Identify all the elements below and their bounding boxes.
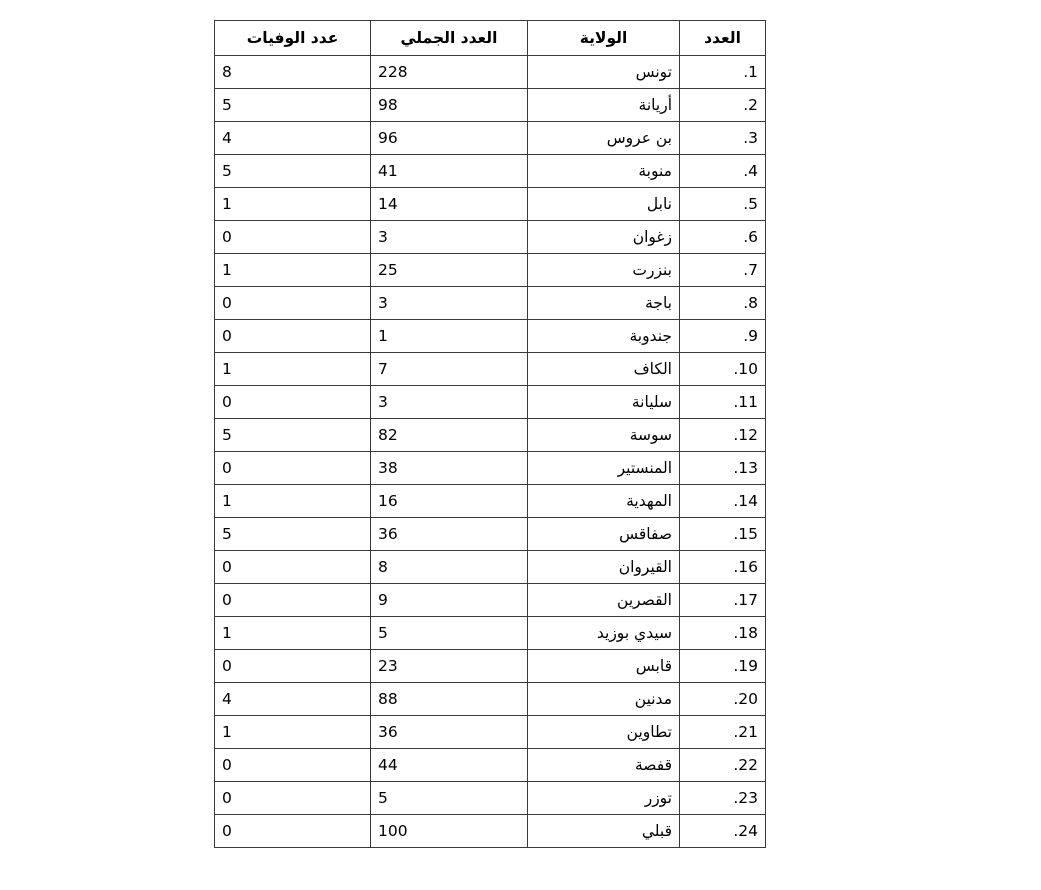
- cell-governorate: القيروان: [528, 551, 680, 584]
- table-row: [215, 815, 766, 848]
- table-row: [215, 122, 766, 155]
- cell-governorate: قبلي: [528, 815, 680, 848]
- cell-governorate: المهدية: [528, 485, 680, 518]
- cell-total: 9: [371, 584, 528, 617]
- cell-deaths: 1: [215, 485, 371, 518]
- table-body: [215, 56, 766, 848]
- cell-total: 96: [371, 122, 528, 155]
- cell-total: 44: [371, 749, 528, 782]
- cell-governorate: المنستير: [528, 452, 680, 485]
- cell-governorate: بنزرت: [528, 254, 680, 287]
- cell-governorate: الكاف: [528, 353, 680, 386]
- cell-index: 20.: [680, 683, 766, 716]
- cell-governorate: سوسة: [528, 419, 680, 452]
- table-row: [215, 56, 766, 89]
- table-row: [215, 188, 766, 221]
- table-row: [215, 650, 766, 683]
- cell-index: 23.: [680, 782, 766, 815]
- table-header: [215, 21, 766, 56]
- cell-index: 10.: [680, 353, 766, 386]
- cell-deaths: 4: [215, 122, 371, 155]
- cell-index: 9.: [680, 320, 766, 353]
- table-row: [215, 782, 766, 815]
- table-row: [215, 749, 766, 782]
- cell-governorate: تونس: [528, 56, 680, 89]
- table-row: [215, 320, 766, 353]
- governorate-cases-table: [214, 20, 766, 848]
- cell-total: 82: [371, 419, 528, 452]
- table-row: [215, 518, 766, 551]
- table-row: [215, 716, 766, 749]
- cell-deaths: 0: [215, 287, 371, 320]
- cell-deaths: 8: [215, 56, 371, 89]
- cell-index: 21.: [680, 716, 766, 749]
- cell-total: 3: [371, 221, 528, 254]
- cell-total: 100: [371, 815, 528, 848]
- cell-deaths: 1: [215, 716, 371, 749]
- cell-total: 3: [371, 386, 528, 419]
- cell-index: 4.: [680, 155, 766, 188]
- header-deaths: عدد الوفيات: [215, 21, 371, 56]
- cell-index: 17.: [680, 584, 766, 617]
- cell-governorate: منوبة: [528, 155, 680, 188]
- cell-index: 2.: [680, 89, 766, 122]
- cell-index: 24.: [680, 815, 766, 848]
- cell-index: 7.: [680, 254, 766, 287]
- cell-total: 88: [371, 683, 528, 716]
- cell-governorate: نابل: [528, 188, 680, 221]
- cell-total: 14: [371, 188, 528, 221]
- cell-governorate: القصرين: [528, 584, 680, 617]
- cell-index: 8.: [680, 287, 766, 320]
- cell-index: 3.: [680, 122, 766, 155]
- cell-deaths: 0: [215, 749, 371, 782]
- cell-deaths: 0: [215, 551, 371, 584]
- cell-index: 22.: [680, 749, 766, 782]
- cell-deaths: 5: [215, 155, 371, 188]
- cell-total: 16: [371, 485, 528, 518]
- table-row: [215, 89, 766, 122]
- cell-governorate: مدنين: [528, 683, 680, 716]
- cell-total: 7: [371, 353, 528, 386]
- cell-total: 38: [371, 452, 528, 485]
- cell-total: 5: [371, 782, 528, 815]
- table-row: [215, 452, 766, 485]
- cell-index: 14.: [680, 485, 766, 518]
- cell-total: 3: [371, 287, 528, 320]
- cell-deaths: 4: [215, 683, 371, 716]
- cell-index: 15.: [680, 518, 766, 551]
- cell-index: 6.: [680, 221, 766, 254]
- cell-total: 23: [371, 650, 528, 683]
- table-row: [215, 551, 766, 584]
- table-row: [215, 419, 766, 452]
- header-row: [215, 21, 766, 56]
- cell-total: 1: [371, 320, 528, 353]
- cell-deaths: 1: [215, 353, 371, 386]
- header-governorate: الولاية: [528, 21, 680, 56]
- cell-governorate: جندوبة: [528, 320, 680, 353]
- cell-governorate: تطاوين: [528, 716, 680, 749]
- cell-governorate: سليانة: [528, 386, 680, 419]
- cell-deaths: 5: [215, 419, 371, 452]
- cell-governorate: قابس: [528, 650, 680, 683]
- table-row: [215, 386, 766, 419]
- table-row: [215, 353, 766, 386]
- cell-governorate: زغوان: [528, 221, 680, 254]
- cell-deaths: 1: [215, 188, 371, 221]
- cell-deaths: 0: [215, 386, 371, 419]
- header-total: العدد الجملي: [371, 21, 528, 56]
- table-row: [215, 155, 766, 188]
- cell-index: 16.: [680, 551, 766, 584]
- cell-governorate: قفصة: [528, 749, 680, 782]
- cell-index: 11.: [680, 386, 766, 419]
- cell-total: 228: [371, 56, 528, 89]
- cell-governorate: باجة: [528, 287, 680, 320]
- cell-deaths: 1: [215, 254, 371, 287]
- cell-governorate: بن عروس: [528, 122, 680, 155]
- cell-index: 19.: [680, 650, 766, 683]
- cell-governorate: توزر: [528, 782, 680, 815]
- cell-governorate: صفاقس: [528, 518, 680, 551]
- cell-deaths: 0: [215, 320, 371, 353]
- cell-deaths: 1: [215, 617, 371, 650]
- cell-deaths: 0: [215, 650, 371, 683]
- cell-total: 5: [371, 617, 528, 650]
- cell-deaths: 0: [215, 221, 371, 254]
- header-index: العدد: [680, 21, 766, 56]
- cell-total: 36: [371, 518, 528, 551]
- cell-governorate: سيدي بوزيد: [528, 617, 680, 650]
- table-row: [215, 584, 766, 617]
- cell-total: 25: [371, 254, 528, 287]
- cell-total: 36: [371, 716, 528, 749]
- cell-total: 8: [371, 551, 528, 584]
- cell-index: 5.: [680, 188, 766, 221]
- table-row: [215, 254, 766, 287]
- cell-total: 98: [371, 89, 528, 122]
- cell-deaths: 0: [215, 815, 371, 848]
- table-row: [215, 287, 766, 320]
- cell-governorate: أريانة: [528, 89, 680, 122]
- cell-deaths: 0: [215, 584, 371, 617]
- cell-deaths: 5: [215, 89, 371, 122]
- table-row: [215, 221, 766, 254]
- cell-index: 1.: [680, 56, 766, 89]
- table-row: [215, 617, 766, 650]
- table-row: [215, 485, 766, 518]
- cell-deaths: 0: [215, 452, 371, 485]
- cell-total: 41: [371, 155, 528, 188]
- cell-deaths: 0: [215, 782, 371, 815]
- cell-index: 18.: [680, 617, 766, 650]
- cell-deaths: 5: [215, 518, 371, 551]
- cell-index: 12.: [680, 419, 766, 452]
- cell-index: 13.: [680, 452, 766, 485]
- table-row: [215, 683, 766, 716]
